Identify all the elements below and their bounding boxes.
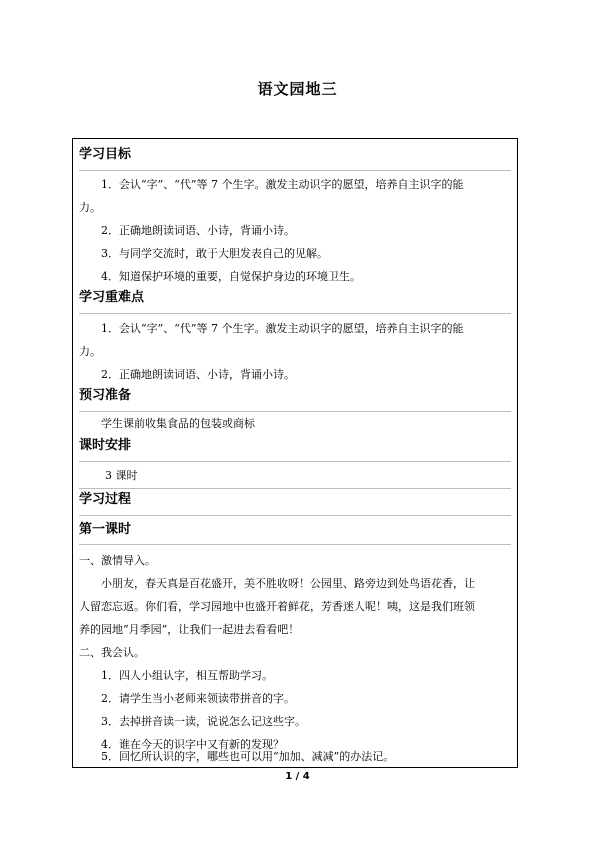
lesson1-part2-item-5: 5．回忆所认识的字，哪些也可以用“加加、减减”的办法记。 <box>101 750 395 763</box>
heading-process: 学习过程 <box>79 492 132 507</box>
lesson1-part2-item-4: 4．谁在今天的识字中又有新的发现？ <box>101 738 284 751</box>
goals-item-1-cont: 力。 <box>79 201 101 214</box>
lesson1-part2-item-3: 3．去掉拼音读一读，说说怎么记这些字。 <box>101 715 306 728</box>
separator <box>79 515 511 516</box>
goals-item-4: 4．知道保护环境的重要，自觉保护身边的环境卫生。 <box>101 270 361 283</box>
schedule-text: 3 课时 <box>105 469 138 482</box>
separator <box>79 170 511 171</box>
lesson1-part2-title: 二、我会认。 <box>79 646 145 659</box>
key-points-item-2: 2．正确地朗读词语、小诗，背诵小诗。 <box>101 368 295 381</box>
lesson1-part1-line-1: 小朋友，春天真是百花盛开，美不胜收呀！公园里、路旁边到处鸟语花香，让 <box>101 577 475 590</box>
heading-schedule: 课时安排 <box>79 438 132 453</box>
lesson1-part2-item-1: 1．四人小组认字，相互帮助学习。 <box>101 669 273 682</box>
heading-preparation: 预习准备 <box>79 388 132 403</box>
heading-goals: 学习目标 <box>79 147 132 162</box>
separator <box>79 544 511 545</box>
preparation-text: 学生课前收集食品的包装或商标 <box>101 417 255 430</box>
key-points-item-1: 1．会认“字”、“代”等 7 个生字。激发主动识字的愿望，培养自主识字的能 <box>101 322 464 335</box>
page-number: 1 / 4 <box>285 771 310 782</box>
lesson1-part1-title: 一、激情导入。 <box>79 554 156 567</box>
separator <box>79 313 511 314</box>
lesson1-part1-line-3: 养的园地“月季园”，让我们一起进去看看吧！ <box>79 623 300 636</box>
lesson1-part2-item-2: 2．请学生当小老师来领读带拼音的字。 <box>101 692 295 705</box>
goals-item-3: 3．与同学交流时，敢于大胆发表自己的见解。 <box>101 247 328 260</box>
key-points-item-1-cont: 力。 <box>79 345 101 358</box>
goals-item-2: 2．正确地朗读词语、小诗，背诵小诗。 <box>101 224 295 237</box>
goals-item-1: 1．会认“字”、“代”等 7 个生字。激发主动识字的愿望，培养自主识字的能 <box>101 178 464 191</box>
lesson1-part1-line-2: 人留恋忘返。你们看，学习园地中也盛开着鲜花，芳香迷人呢！咦，这是我们班领 <box>79 600 475 613</box>
heading-lesson-1: 第一课时 <box>79 522 132 537</box>
lesson-plan-box <box>72 138 518 768</box>
separator <box>79 461 511 462</box>
page-title: 语文园地三 <box>257 80 338 98</box>
heading-key-points: 学习重难点 <box>79 290 145 305</box>
separator <box>79 488 511 489</box>
